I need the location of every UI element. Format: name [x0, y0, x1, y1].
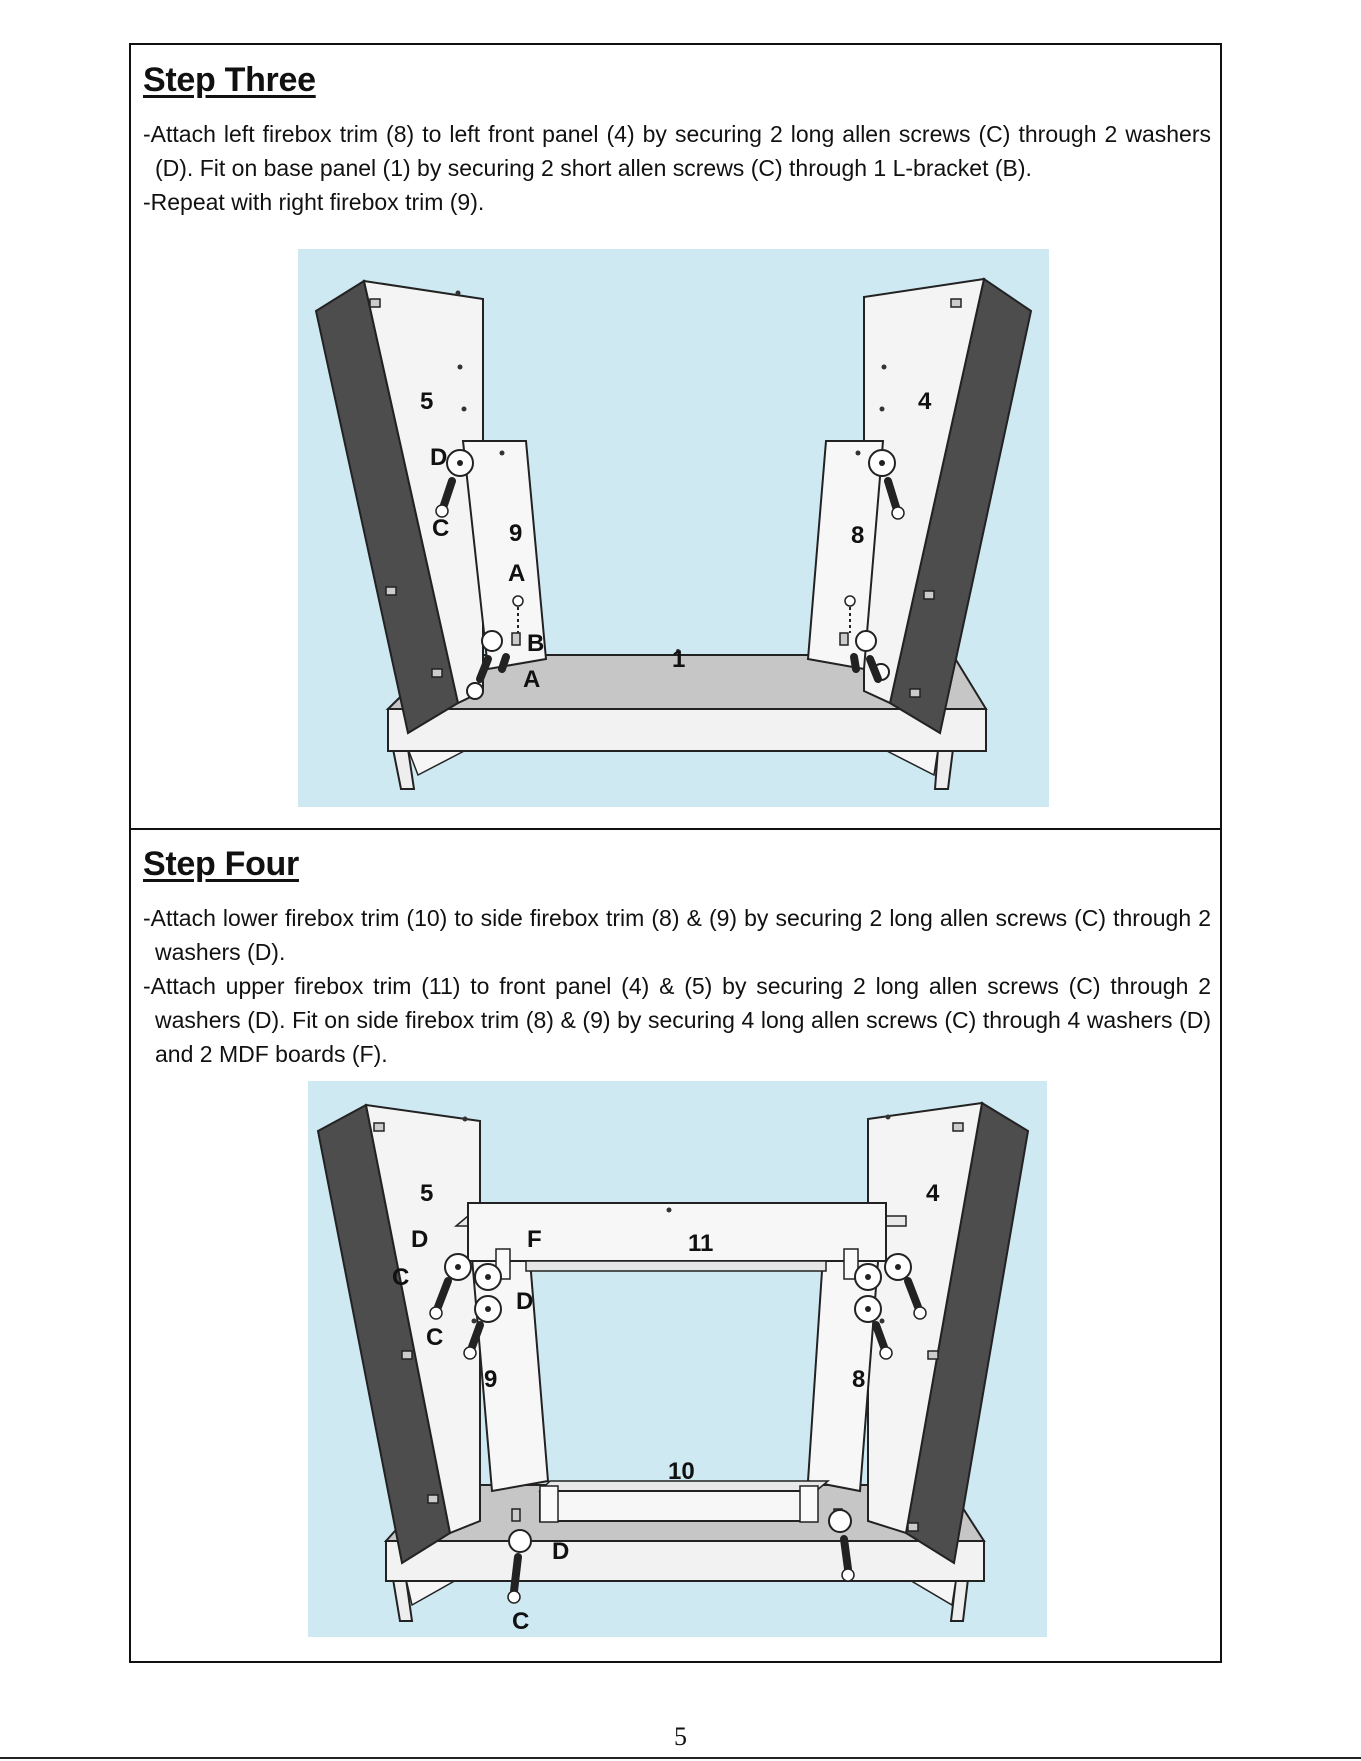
manual-page-frame: [129, 43, 1222, 1663]
step-three-instruction-1: -Attach left firebox trim (8) to left front panel (4) by securing 2 long allen screws (C) through 2 washers (D). Fit on base panel (1) by securing 2 short allen screws (C) through 1 L-bracket (B).: [143, 121, 1211, 181]
label-screw-c-mid: C: [426, 1324, 444, 1351]
label-washer-d-bottom: D: [552, 1538, 570, 1565]
label-panel-5: 5: [420, 1180, 434, 1207]
label-trim-11: 11: [688, 1230, 714, 1257]
label-mdf-f: F: [527, 1226, 542, 1253]
label-trim-10: 10: [668, 1458, 695, 1485]
label-screw-c-bottom: C: [512, 1608, 530, 1635]
label-trim-9: 9: [509, 520, 523, 547]
label-washer-d-mid: D: [516, 1288, 534, 1315]
label-panel-4: 4: [926, 1180, 940, 1207]
step-four-diagram: [308, 1081, 1047, 1637]
label-screw-c-left: C: [392, 1264, 410, 1291]
step-three-instruction-2: -Repeat with right firebox trim (9).: [143, 189, 485, 215]
label-panel-4: 4: [918, 388, 932, 415]
step-four-title: Step Four: [143, 845, 299, 883]
step-four-instructions: [143, 901, 1211, 1071]
label-trim-9: 9: [484, 1366, 498, 1393]
label-washer-d: D: [430, 444, 448, 471]
label-trim-8: 8: [851, 522, 865, 549]
step-three-instructions: [143, 117, 1211, 219]
label-screw-c: C: [432, 515, 450, 542]
label-trim-8: 8: [852, 1366, 866, 1393]
page-bottom-rule: [0, 1757, 1361, 1759]
page-number: 5: [674, 1722, 687, 1751]
step-three-diagram: [298, 249, 1049, 807]
label-bracket-b: B: [527, 630, 545, 657]
label-washer-d-top: D: [411, 1226, 429, 1253]
step-four-instruction-1: -Attach lower firebox trim (10) to side firebox trim (8) & (9) by securing 2 long allen screws (C) through 2 washers (D).: [143, 905, 1211, 965]
label-screw-a-top: A: [508, 560, 526, 587]
label-base-1: 1: [672, 646, 686, 673]
label-panel-5: 5: [420, 388, 434, 415]
step-three-title: Step Three: [143, 61, 316, 99]
label-screw-a-bottom: A: [523, 666, 541, 693]
section-divider: [131, 828, 1220, 830]
step-four-instruction-2: -Attach upper firebox trim (11) to front panel (4) & (5) by securing 2 long allen screws (C) through 2 washers (D). Fit on side firebox trim (8) & (9) by securing 4 long allen screws (C) through 4 washers (D) and 2 MDF boards (F).: [143, 973, 1211, 1067]
